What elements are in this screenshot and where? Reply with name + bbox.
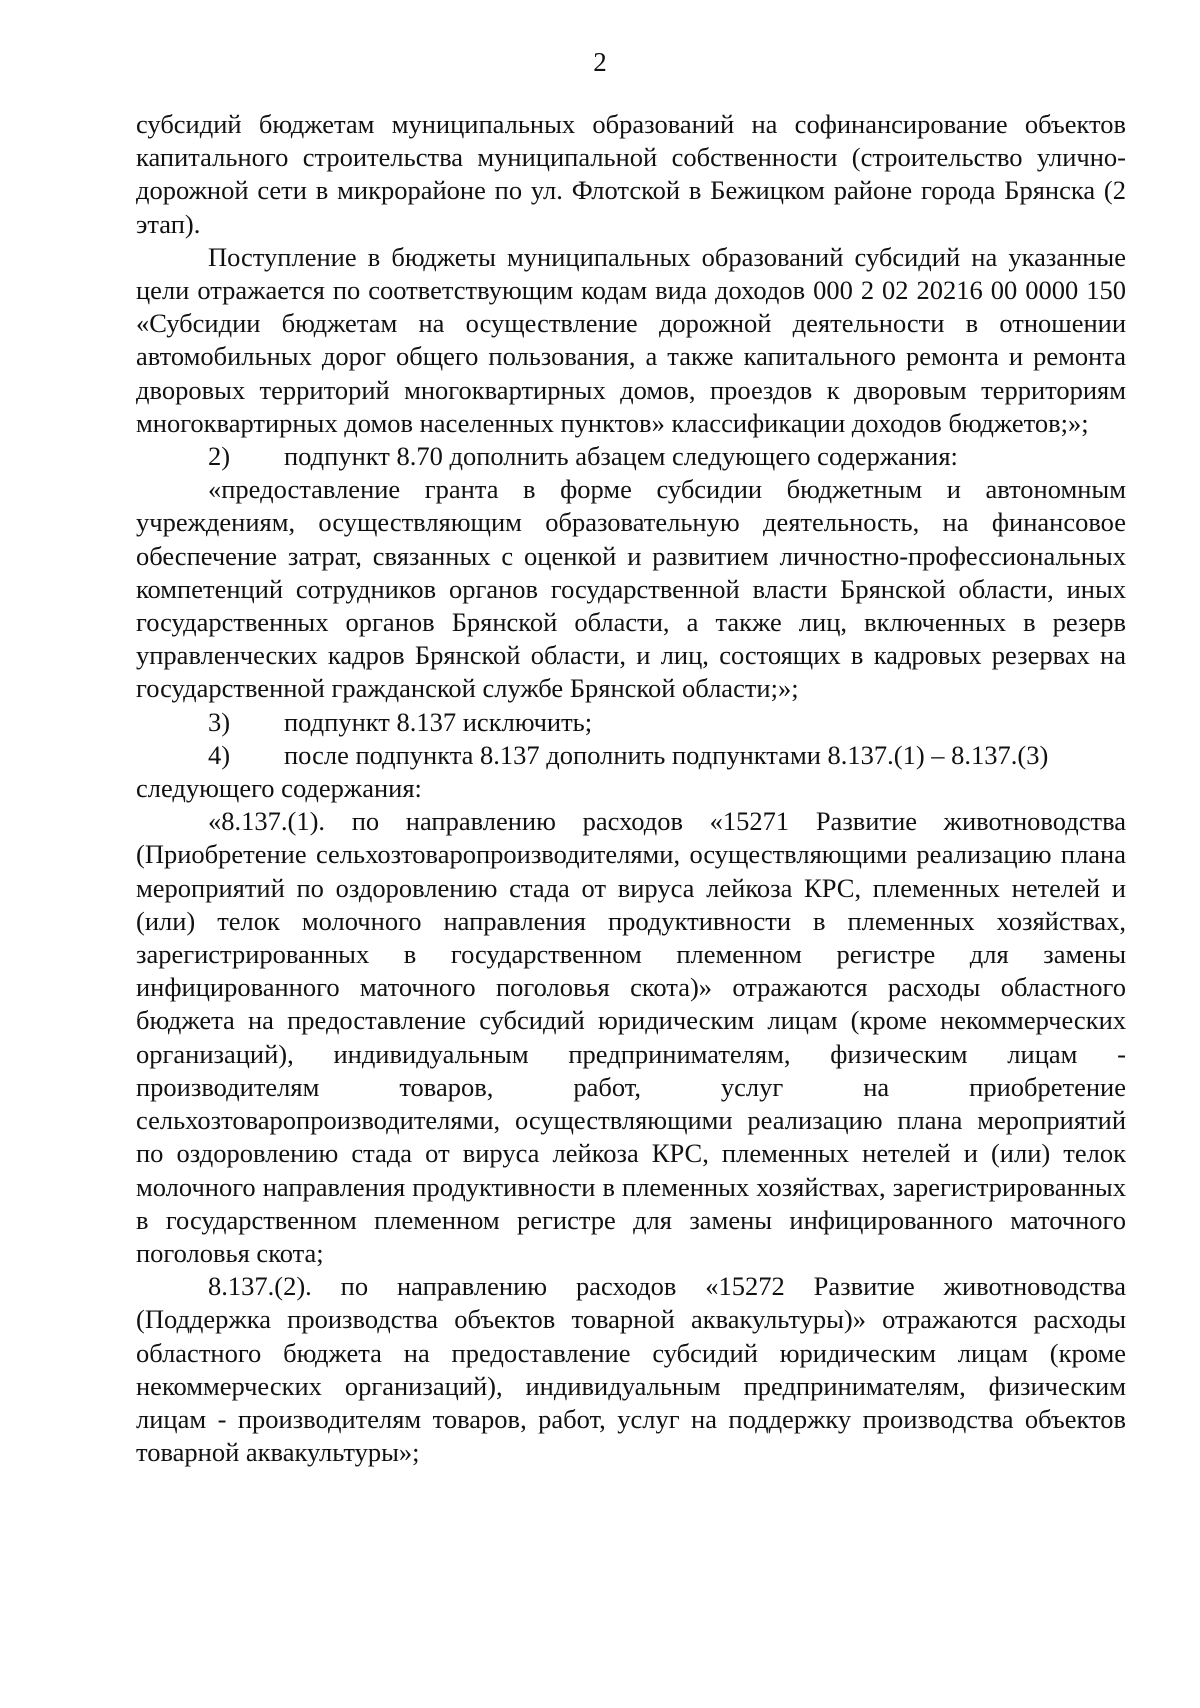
page-number: 2 — [593, 47, 607, 77]
list-item-4-continuation: следующего содержания: — [136, 773, 422, 804]
paragraph-grant: «предоставление гранта в форме субсидии бюджетным и автономным учреждениям, осуществляющим образовательную деятельность, на финансовое обеспечение затрат, связанных с оценкой и развитием личностно-профессиональных компетенций сотрудников органов государственной власти Брянской области, иных государственных органов Брянской области, а также лиц, включенных в резерв управленческих кадров Брянской области, и лиц, состоящих в кадровых резервах на государственной гражданской службе Брянской области;»; — [136, 474, 1126, 704]
list-item-text: подпункт 8.70 дополнить абзацем следующего содержания: — [284, 441, 958, 472]
paragraph-subsidies-continuation: субсидий бюджетам муниципальных образований на софинансирование объектов капитального строительства муниципальной собственности (строительство улично-дорожной сети в микрорайоне по ул. Флотской в Бежицком районе города Брянска (2 этап). — [136, 109, 1126, 239]
list-item-number: 2) — [208, 441, 231, 472]
list-item-number: 4) — [208, 739, 231, 770]
list-item-number: 3) — [208, 706, 231, 737]
list-item-text: после подпункта 8.137 дополнить подпунктами 8.137.(1) – 8.137.(3) — [284, 739, 1049, 770]
list-item-3 — [136, 706, 1126, 739]
paragraph-income-codes: Поступление в бюджеты муниципальных образований субсидий на указанные цели отражается по соответствующим кодам вида доходов 000 2 02 20216 00 0000 150 «Субсидии бюджетам на осуществление дорожной деятельности в отношении автомобильных дорог общего пользования, а также капитального ремонта и ремонта дворовых территорий многоквартирных домов, проездов к дворовым территориям многоквартирных домов населенных пунктов» классификации доходов бюджетов;»; — [136, 241, 1126, 438]
document-body — [136, 108, 1126, 1469]
list-item-4 — [136, 739, 1126, 772]
paragraph-8-137-1: «8.137.(1). по направлению расходов «15271 Развитие животноводства (Приобретение сельхозтоваропроизводителями, осуществляющими реализацию плана мероприятий по оздоровлению стада от вируса лейкоза КРС, племенных нетелей и (или) телок молочного направления продуктивности в племенных хозяйствах, зарегистрированных в государственном племенном регистре для замены инфицированного маточного поголовья скота)» отражаются расходы областного бюджета на предоставление субсидий юридическим лицам (кроме некоммерческих организаций), индивидуальным предпринимателям, физическим лицам - производителям товаров, работ, услуг на приобретение сельхозтоваропроизводителями, осуществляющими реализацию плана мероприятий по оздоровлению стада от вируса лейкоза КРС, племенных нетелей и (или) телок молочного направления продуктивности в племенных хозяйствах, зарегистрированных в государственном племенном регистре для замены инфицированного маточного поголовья скота; — [136, 806, 1126, 1268]
list-item-text: подпункт 8.137 исключить; — [284, 706, 593, 737]
list-item-2 — [136, 440, 1126, 473]
paragraph-8-137-2: 8.137.(2). по направлению расходов «15272 Развитие животноводства (Поддержка производства объектов товарной аквакультуры)» отражаются расходы областного бюджета на предоставление субсидий юридическим лицам (кроме некоммерческих организаций), индивидуальным предпринимателям, физическим лицам - производителям товаров, работ, услуг на поддержку производства объектов товарной аквакультуры»; — [136, 1271, 1126, 1468]
